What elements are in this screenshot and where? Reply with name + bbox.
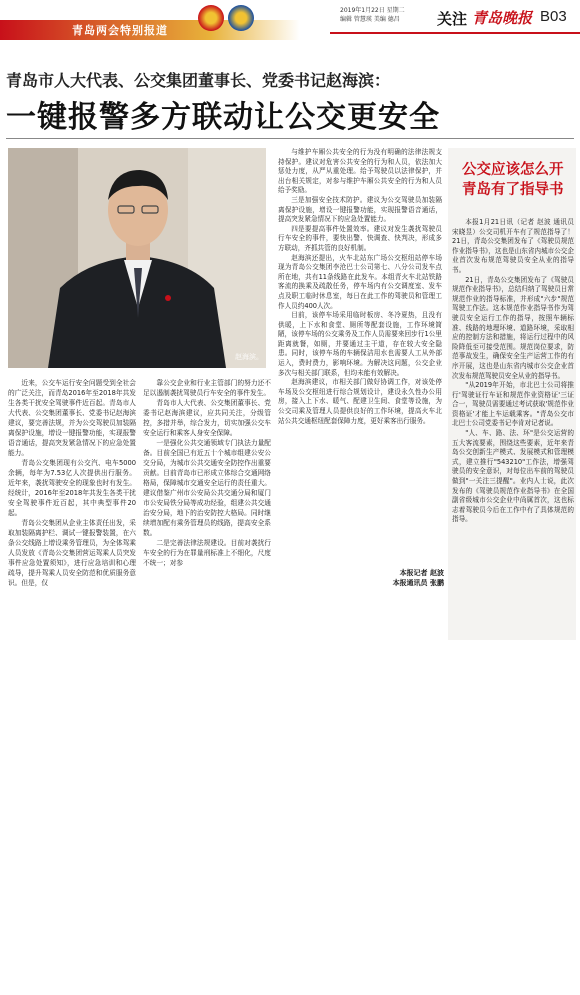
article-column-1 <box>8 378 136 588</box>
issue-meta <box>340 6 430 24</box>
paragraph: 与维护车厢公共安全的行为没有明确的法律法规支持保护。建议对危害公共安全的行为和人员，依法加大惩处力度，从严从重处理。给予驾驶员以法律保护，并出台相关规定，对参与维护车厢公共安全的行为和人员给予奖励。 <box>278 148 442 195</box>
paragraph: 近来，公交车运行安全问题受到全社会的广泛关注，而青岛2016年至2018年共发生各类干扰安全驾驶事件近百起。青岛市人大代表、公交集团董事长、党委书记赵海滨建议，要完善法规，并为公交驾驶员加装隔离保护设施，增设一键报警功能，实现报警语音通话，提高突发紧急情况下的应急处置能力。 <box>8 379 136 457</box>
paragraph: 目前，该停车场采用临时板房、冬冷夏热，且没有供暖，上下水和食堂、厕所等配套设施，工作环境简陋，该停车场的公交乘务及工作人员需要来回步行1公里距离就餐，如厕，并要通过主干道，存在较大安全隐患。同时，该停车场的车辆保洁用水也需要人工从外部运入，费时费力，影响环境。为解决这问题，公交企业多次与相关部门联系，但均未能有效解决。 <box>278 311 442 377</box>
byline-reporter: 本报记者 赵波 <box>399 569 444 577</box>
article-column-2 <box>143 378 271 568</box>
article-kicker: 青岛市人大代表、公交集团董事长、党委书记赵海滨： <box>6 71 391 90</box>
article-byline <box>340 568 444 588</box>
article-headline: 一键报警多方联动让公交更安全 <box>6 100 440 135</box>
newspaper-logo: 青岛晚报 <box>472 9 533 27</box>
photo-caption: 赵海滨。 <box>235 353 263 361</box>
sidebar-paragraph: 21日，青岛公交集团发布了《驾驶员规范作业指导书》，总结归纳了驾驶员日常规范作业的指导标准，并形成"六步"规范驾驶工作法。这本规范作业指导书作为驾驶员安全运行工作的指导，按照车辆标准、线路的地理环境、道路环境，采取相应的控制方法和措施，将运行过程中的风险降低至可接受范围。规范岗位要求，防范事故发生，确保安全生产运营工作的有序开展，这也是山东省内城市公交企业首次发布规范驾驶员安全从业的指导书。 <box>452 275 574 380</box>
paragraph: 一是强化公共交通领域专门执法力量配备。目前全国已有近五十个城市组建公安公交分局，为城市公共交通安全防控作出重要贡献。目前青岛市已形成立体综合交通网络格局，保障城市交通安全运行的责任重大。建议借鉴广州市公安局公共交通分局和厦门市公安局铁分局等成功经验，组建公共交通治安分局，地下的治安防控大格局。同时继续增加配有乘务管理员的线路，提高安全系数。 <box>143 439 271 537</box>
byline-correspondent: 本报通讯员 张鹏 <box>392 579 444 587</box>
national-emblem-icon <box>198 5 224 31</box>
sidebar-paragraph: "人、车、路、法、环"是公交运营的五大客流要素，围绕这些要素，近年来青岛公交创新生产模式、发展模式和管理模式，建立推行"543210"工作法，增强驾驶员的安全意识，对每位出车前的驾驶员做到"一关注三提醒"。业内人士说，此次发布的《驾驶员规范作业指导书》在全国副省级城市公交企业中尚属首次，这也标志着驾驶员今后在工作中有了具体规范的指导。 <box>452 429 574 524</box>
paragraph: 靠公交企业和行业主管部门的努力还不足以遏制袭扰驾驶员行车安全的事件发生。 <box>143 379 271 397</box>
paragraph: 青岛公交集团现有公交汽、电车5000余辆，每年为7.53亿人次提供出行服务。近年来，袭扰驾驶安全的现象也时有发生。经统计，2016年至2018年共发生各类干扰安全驾驶事件近百起，其中典型事件20起。 <box>8 459 136 517</box>
issue-editors: 编辑 管慧瑛 美编 德昌 <box>340 16 400 23</box>
paragraph: 二是完善法律法规建设。目前对袭扰行车安全的行为在罪量刑标准上不细化，尺度不统一；对参 <box>143 539 271 567</box>
headline-divider <box>6 138 574 139</box>
sidebar-body <box>452 218 574 525</box>
sidebar-headline-line-1: 公交应该怎么开 <box>462 162 564 178</box>
paragraph: 青岛市人大代表、公交集团董事长、党委书记赵海滨建议，应共同关注，分级管控，多措并举，综合发力，切实加强公交车安全运行和乘客人身安全保障。 <box>143 399 271 437</box>
portrait-photo <box>8 148 266 368</box>
cppcc-emblem-icon <box>228 5 254 31</box>
paragraph: 青岛公交集团从企业主体责任出发，采取加装隔离护栏、调试一键报警装置，在六条公交线路上增设乘务管理员，为全体驾乘人员发放《青岛公交集团营运驾乘人员突发事件应急处置须知》，进行应急培训和心理疏导，提升驾乘人员安全防范和优质服务意识。但是，仅 <box>8 519 136 587</box>
sidebar-headline <box>462 160 580 200</box>
sidebar-headline-line-2: 青岛有了指导书 <box>462 182 564 198</box>
paragraph: 四是要提高事件处置效率。建议对发生袭扰驾驶员行车安全的事件，要快出警、快调查、快判决，形成多方联动，齐抓共管的良好机制。 <box>278 224 442 252</box>
issue-date: 2019年1月22日 星期二 <box>340 7 405 14</box>
paragraph: 赵海滨建议，市相关部门做好协调工作，对该处停车场及公交枢纽进行综合规划设计，建设永久性办公用房，接入上下水、暖气、配建卫生间、食堂等设施，为公交司乘及管理人员提供良好的工作环境，提高火车北站公共交通枢纽配套保障力度，更好乘客出行服务。 <box>278 378 442 425</box>
header-rule <box>330 32 580 34</box>
paragraph: 赵海滨还提出，火车北站东广场公交枢纽站停车场现为青岛公交集团李沧巴士公司第七、八分公司发车点所在地，共有11条线路在此发车。本组青火车北站铁路客流的换乘及疏散任务，停车场内有公交调度室、发车点及职工临时休息室，每日在此工作的驾驶员和管理工作人员约400人次。 <box>278 253 442 310</box>
page-number: B03 <box>540 8 567 25</box>
sidebar-paragraph: "从2019年开始，市北巴士公司将推行'驾驶证行车证和规范作业资格证'三证合一，驾驶员需要通过考试获取'规范作业资格证'才能上车运载乘客。"青岛公交市北巴士公司党委书记李肯对记者说。 <box>452 381 574 428</box>
masthead-banner <box>0 0 328 40</box>
section-title: 关注 <box>437 10 468 28</box>
banner-title: 青岛两会特别报道 <box>72 24 168 37</box>
article-column-3 <box>278 148 442 426</box>
portrait-illustration <box>8 148 266 368</box>
paragraph: 三是加强安全技术防护。建议为公交驾驶员加装隔离保护设施，增设一键报警功能，实现报警语音通话，提高突发紧急情况下的应急处置能力。 <box>278 195 442 224</box>
sidebar-paragraph: 本报1月21日讯（记者 赵波 通讯员 宋晓昱）公交司机开车有了规范指导了！21日，青岛公交集团发布了《驾驶员规范作业指导书》，这也是山东省内城市公交企业首次发布规范驾驶员安全从业的指导书。 <box>452 218 574 274</box>
